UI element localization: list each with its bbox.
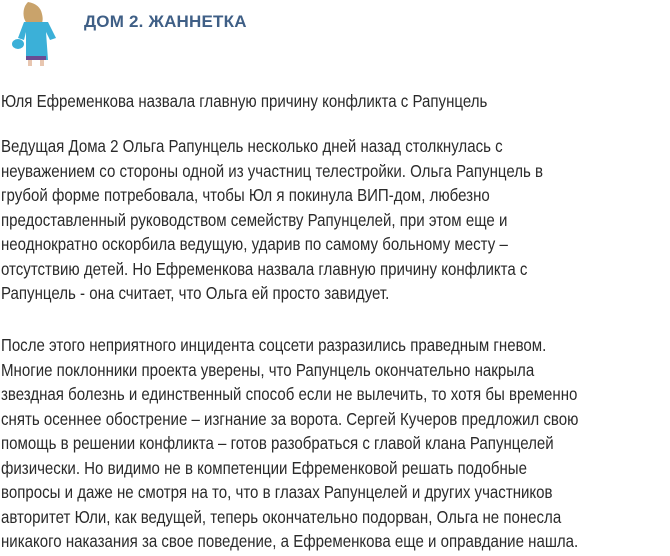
paragraph-line: вопросы и даже не смотря на то, что в глазах Рапунцелей и других участников xyxy=(1,482,553,502)
paragraph-line: звездная болезнь и единственный способ если не вылечить, то хотя бы временно xyxy=(1,384,578,404)
paragraph-line: неоднократно оскорбила ведущую, ударив по самому больному месту – xyxy=(1,234,508,254)
paragraph-line: помощь в решении конфликта – готов разобраться с главой клана Рапунцелей xyxy=(1,433,554,453)
site-title[interactable]: ДОМ 2. ЖАННЕТКА xyxy=(84,12,247,31)
paragraph-line: грубой форме потребовала, чтобы Юл я покинула ВИП-дом, любезно xyxy=(1,185,490,205)
paragraph-line: снять осеннее обострение – изгнание за ворота. Сергей Кучеров предложил свою xyxy=(1,408,579,429)
paragraph-line: физически. Но видимо не в компетенции Ефременковой решать подобные xyxy=(1,457,527,478)
paragraph-line: Многие поклонники проекта уверены, что Рапунцель окончательно накрыла xyxy=(1,359,535,380)
paragraph-line: Ведущая Дома 2 Ольга Рапунцель несколько дней назад столкнулась с xyxy=(1,136,503,156)
paragraph-line: никакого наказания за свое поведение, а Ефременкова еще и оправдание нашла. xyxy=(1,531,579,551)
logo-image xyxy=(4,0,64,68)
paragraph-line: отсутствию детей. Но Ефременкова назвала главную причину конфликта с xyxy=(1,258,528,279)
paragraph-line: авторитет Юли, как ведущей, теперь окончательно подорван, Ольга не понесла xyxy=(1,506,562,527)
paragraph-line: После этого неприятного инцидента соцсети разразились праведным гневом. xyxy=(1,335,547,355)
paragraph-line: Рапунцель - она считает, что Ольга ей просто завидует. xyxy=(1,283,390,303)
paragraph-line: неуважением со стороны одной из участниц телестройки. Ольга Рапунцель в xyxy=(1,160,544,181)
article-headline: Юля Ефременкова назвала главную причину конфликта с Рапунцель xyxy=(1,91,488,111)
paragraph-line: предоставленный руководством семейству Рапунцелей, при этом еще и xyxy=(1,209,508,230)
